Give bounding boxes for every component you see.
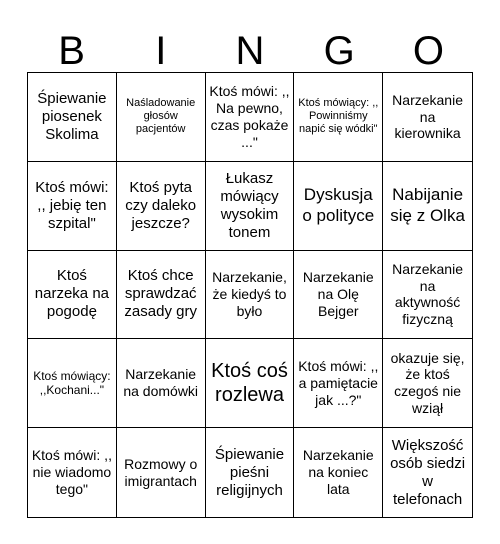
cell-text: Ktoś mówi: ,, nie wiadomo tego" (31, 447, 112, 497)
bingo-cell[interactable] (383, 251, 472, 340)
bingo-board (27, 72, 473, 518)
bingo-cell[interactable] (28, 428, 117, 517)
cell-text: Ktoś mówiący: ,, Powinniśmy napić się wódki" (298, 97, 379, 136)
cell-text: okazuje się, że ktoś czegoś nie wziął (390, 349, 465, 417)
bingo-cell[interactable] (206, 73, 295, 162)
cell-text: Narzekanie na koniec lata (302, 447, 374, 497)
cell-text: Większość osób siedzi w telefonach (390, 436, 466, 508)
bingo-cell[interactable] (206, 339, 295, 428)
cell-text: Narzekanie, że kiedyś to było (212, 269, 287, 319)
header-letter-n: N (235, 29, 265, 73)
header-letter-i: I (155, 29, 167, 73)
cell-text: Ktoś mówi: ,, jebię ten szpital" (35, 178, 109, 232)
cell-text: Ktoś chce sprawdzać zasady gry (124, 267, 197, 321)
bingo-cell[interactable] (294, 428, 383, 517)
bingo-cell[interactable] (117, 73, 206, 162)
bingo-cell[interactable] (28, 162, 117, 251)
bingo-cell[interactable] (28, 73, 117, 162)
bingo-cell[interactable] (206, 428, 295, 517)
bingo-cell[interactable] (28, 251, 117, 340)
bingo-cell[interactable] (294, 162, 383, 251)
bingo-cell[interactable] (117, 339, 206, 428)
cell-text: Nabijanie się z Olka (390, 185, 465, 225)
cell-text: Rozmowy o imigrantach (124, 455, 198, 489)
cell-text: Ktoś narzeka na pogodę (34, 267, 109, 321)
bingo-cell[interactable] (28, 339, 117, 428)
cell-text: Narzekanie na aktywność fizyczną (392, 260, 463, 328)
cell-text: Narzekanie na Olę Bejger (302, 269, 374, 319)
cell-text: Narzekanie na domówki (123, 366, 199, 400)
cell-text: Śpiewanie pieśni religijnych (214, 445, 285, 499)
cell-text: Ktoś pyta czy daleko jeszcze? (125, 178, 197, 232)
bingo-cell[interactable] (383, 339, 472, 428)
cell-text: Łukasz mówiący wysokim tonem (220, 169, 279, 241)
header-letter-b: B (58, 29, 85, 73)
bingo-cell[interactable] (383, 162, 472, 251)
header-letter-o: O (412, 29, 444, 73)
bingo-cell[interactable] (383, 73, 472, 162)
cell-text: Ktoś mówiący: ,,Kochani..." (33, 368, 111, 398)
bingo-cell[interactable] (294, 339, 383, 428)
bingo-cell[interactable] (117, 428, 206, 517)
cell-text: Ktoś coś rozlewa (211, 360, 288, 407)
bingo-header (27, 28, 473, 74)
header-letter-g: G (323, 29, 355, 73)
bingo-cell[interactable] (117, 162, 206, 251)
cell-text: Ktoś mówi: ,, a pamiętacie jak ...?" (298, 358, 379, 408)
cell-text: Ktoś mówi: ,, Na pewno, czas pokaże ..." (209, 83, 290, 150)
bingo-cell[interactable] (206, 251, 295, 340)
cell-text: Narzekanie na kierownika (392, 91, 463, 142)
bingo-cell[interactable] (117, 251, 206, 340)
bingo-cell[interactable] (206, 162, 295, 251)
cell-text: Naśladowanie głosów pacjentów (126, 97, 196, 136)
cell-text: Dyskusja o polityce (302, 185, 375, 225)
bingo-cell[interactable] (383, 428, 472, 517)
cell-text: Śpiewanie piosenek Skolima (37, 89, 107, 143)
bingo-cell[interactable] (294, 251, 383, 340)
bingo-cell[interactable] (294, 73, 383, 162)
